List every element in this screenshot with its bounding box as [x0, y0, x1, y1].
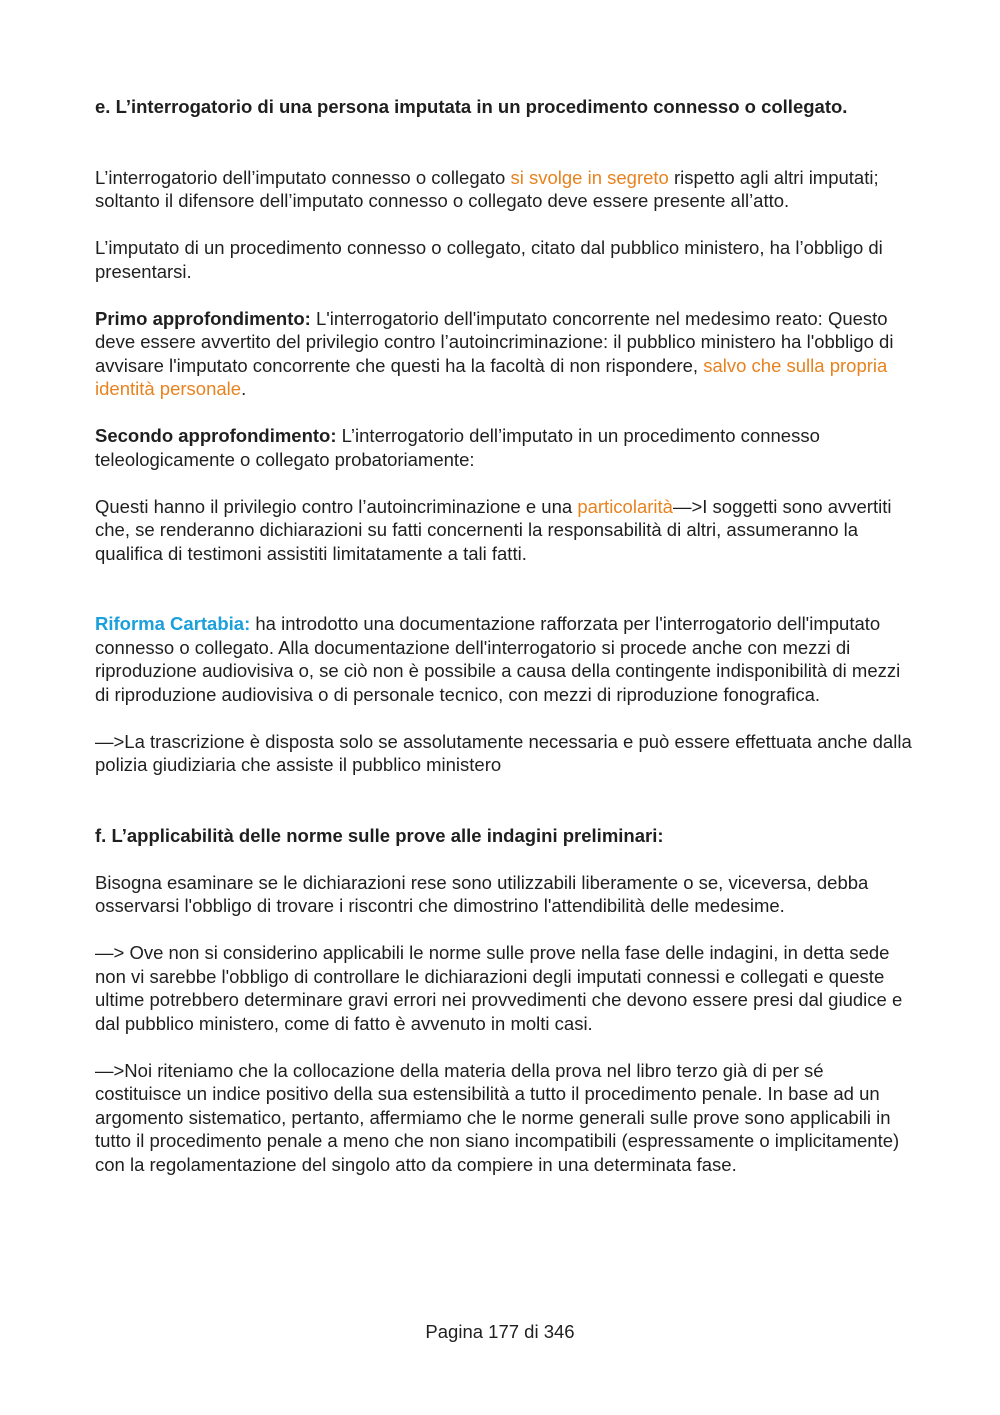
highlight-text: particolarità	[577, 495, 673, 517]
highlight-text: si svolge in segreto	[510, 166, 669, 188]
secondo-approfondimento-label: Secondo approfondimento:	[95, 425, 337, 446]
paragraph-f2: —> Ove non si considerino applicabili le norme sulle prove nella fase delle indagini, in detta sede non vi sarebbe l'obbligo di controllare le dichiarazioni degli imputati connessi e collegati e queste ultime potrebbero determinare gravi errori nei provvedimenti che devono essere presi dal giudice e dal pubblico ministero, come di fatto è avvenuto in molti casi.	[95, 942, 903, 1034]
paragraph-text: ha introdotto una documentazione rafforzata per l'interrogatorio dell'imputato connesso o collegato. Alla documentazione dell'interrogatorio si procede anche con mezzi di riproduzione audiovisiva o, se ciò non è possibile a causa della contingente indisponibilità di mezzi di riproduzione audiovisiva o di personale tecnico, con mezzi di riproduzione fonografica.	[95, 613, 901, 705]
page-number: Pagina 177 di 346	[425, 1321, 575, 1342]
riforma-cartabia-label: Riforma Cartabia:	[95, 613, 251, 634]
paragraph-e2: L’imputato di un procedimento connesso o collegato, citato dal pubblico ministero, ha l’obbligo di presentarsi.	[95, 237, 883, 282]
paragraph-f3: —>Noi riteniamo che la collocazione della materia della prova nel libro terzo già di per sé costituisce un indice positivo della sua estensibilità a tutto il procedimento penale. In base ad un argomento sistematico, pertanto, affermiamo che le norme generali sulle prove sono applicabili in tutto il procedimento penale a meno che non siano incompatibili (espressamente o implicitamente) con la regolamentazione del singolo atto da compiere in una determinata fase.	[95, 1059, 900, 1175]
document-page	[95, 95, 915, 1176]
paragraph-e5	[95, 495, 915, 566]
paragraph-e3	[95, 307, 915, 401]
paragraph-text: —>I soggetti sono avvertiti che, se renderanno dichiarazioni su fatti concernenti la responsabilità di altri, assumeranno la qualifica di testimoni assistiti limitatamente a tali fatti.	[95, 495, 892, 564]
section-e-heading: e. L’interrogatorio di una persona imputata in un procedimento connesso o collegato.	[95, 96, 848, 117]
paragraph-text: L’interrogatorio dell’imputato connesso o collegato	[95, 166, 511, 188]
paragraph-text: L’interrogatorio dell’imputato in un procedimento connesso teleologicamente o collegato probatoriamente:	[95, 425, 820, 470]
paragraph-text: rispetto agli altri imputati; soltanto il difensore dell’imputato connesso o collegato deve essere presente all’atto.	[95, 166, 879, 211]
section-f-heading: f. L’applicabilità delle norme sulle prove alle indagini preliminari:	[95, 824, 664, 846]
paragraph-text: .	[241, 378, 247, 399]
paragraph-e4	[95, 424, 915, 471]
paragraph-text: L'interrogatorio dell'imputato concorrente nel medesimo reato: Questo deve essere avvertito del privilegio contro l’autoincriminazione: il pubblico ministero ha l'obbligo di avvisare l'imputato concorrente che questi ha la facoltà di non rispondere,	[95, 307, 894, 376]
paragraph-e6	[95, 612, 915, 706]
paragraph-e7: —>La trascrizione è disposta solo se assolutamente necessaria e può essere effettuata anche dalla polizia giudiziaria che assiste il pubblico ministero	[95, 730, 912, 775]
highlight-text: salvo che sulla propria identità personale	[95, 354, 888, 399]
paragraph-f1: Bisogna esaminare se le dichiarazioni rese sono utilizzabili liberamente o se, viceversa, debba osservarsi l'obbligo di trovare i riscontri che dimostrino l'attendibilità delle medesime.	[95, 871, 869, 916]
paragraph-e1	[95, 166, 915, 213]
paragraph-text: Questi hanno il privilegio contro l’autoincriminazione e una	[95, 495, 578, 517]
primo-approfondimento-label: Primo approfondimento:	[95, 307, 311, 329]
